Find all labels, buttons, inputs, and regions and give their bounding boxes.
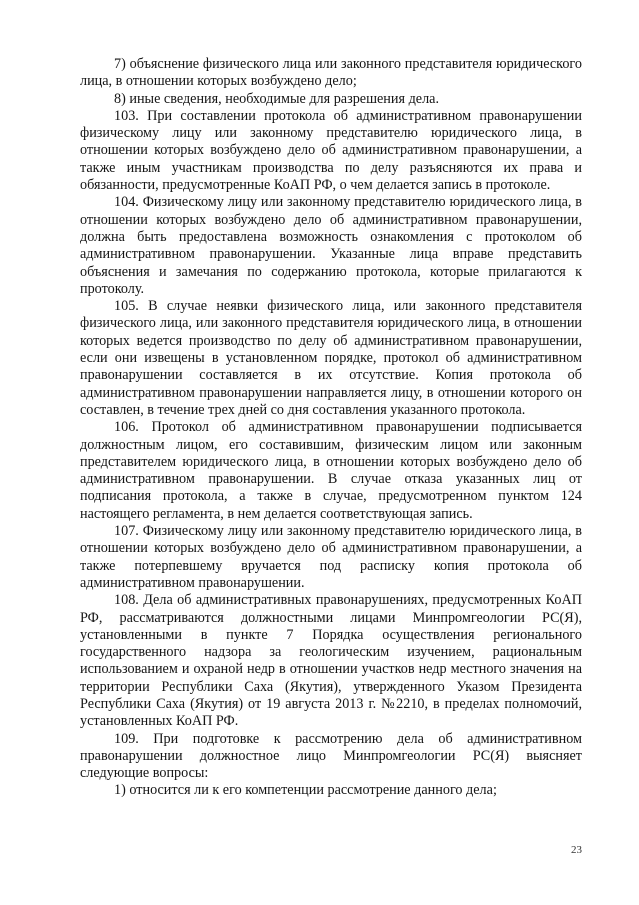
paragraph-107: 107. Физическому лицу или законному представителю юридического лица, в отношении которых возбуждено дело об административном правонарушении, а также потерпевшему вручается под расписку копия протокола об административном правонарушении. (80, 523, 582, 591)
paragraph-105: 105. В случае неявки физического лица, или законного представителя физического лица, или законного представителя юридического лица, в отношении которых ведется производство по делу об административном правонарушении, если они извещены в установленном порядке, протокол об административном правонарушении составляется в их отсутствие. Копия протокола об административном правонарушении направляется лицу, в отношении которого он составлен, в течение трех дней со дня составления указанного протокола. (80, 298, 582, 418)
paragraph-item-8: 8) иные сведения, необходимые для разрешения дела. (114, 90, 440, 107)
document-body (80, 56, 582, 800)
page-number: 23 (571, 844, 582, 856)
paragraph-104: 104. Физическому лицу или законному представителю юридического лица, в отношении которых возбуждено дело об административном правонарушении, должна быть предоставлена возможность ознакомления с протоколом об административном правонарушении. Указанные лица вправе представить объяснения и замечания по содержанию протокола, которые прилагаются к протоколу. (80, 194, 582, 297)
paragraph-108: 108. Дела об административных правонарушениях, предусмотренных КоАП РФ, рассматриваются должностными лицами Минпромгеологии РС(Я), установленными в пункте 7 Порядка осуществления регионального государственного надзора за геологическим изучением, рациональным использованием и охраной недр в отношении участков недр местного значения на территории Республики Саха (Якутия), утвержденного Указом Президента Республики Саха (Якутия) от 19 августа 2013 г. №2210, в пределах полномочий, установленных КоАП РФ. (80, 592, 582, 730)
paragraph-103: 103. При составлении протокола об административном правонарушении физическому лицу или законному представителю юридического лица, в отношении которых возбуждено дело об административном правонарушении, а также иным участникам производства по делу разъясняются их права и обязанности, предусмотренные КоАП РФ, о чем делается запись в протоколе. (80, 107, 582, 194)
paragraph-109: 109. При подготовке к рассмотрению дела об административном правонарушении должностное лицо Минпромгеологии РС(Я) выясняет следующие вопросы: (80, 730, 582, 782)
paragraph-item-1: 1) относится ли к его компетенции рассмотрение данного дела; (114, 782, 497, 799)
paragraph-item-7: 7) объяснение физического лица или законного представителя юридического лица, в отношении которых возбуждено дело; (80, 56, 582, 90)
paragraph-106: 106. Протокол об административном правонарушении подписывается должностным лицом, его составившим, физическим лицом или законным представителем юридического лица, в отношении которых возбуждено дело об административном правонарушении. В случае отказа указанных лиц от подписания протокола, а также в случае, предусмотренном пунктом 124 настоящего регламента, в нем делается соответствующая запись. (80, 419, 582, 522)
